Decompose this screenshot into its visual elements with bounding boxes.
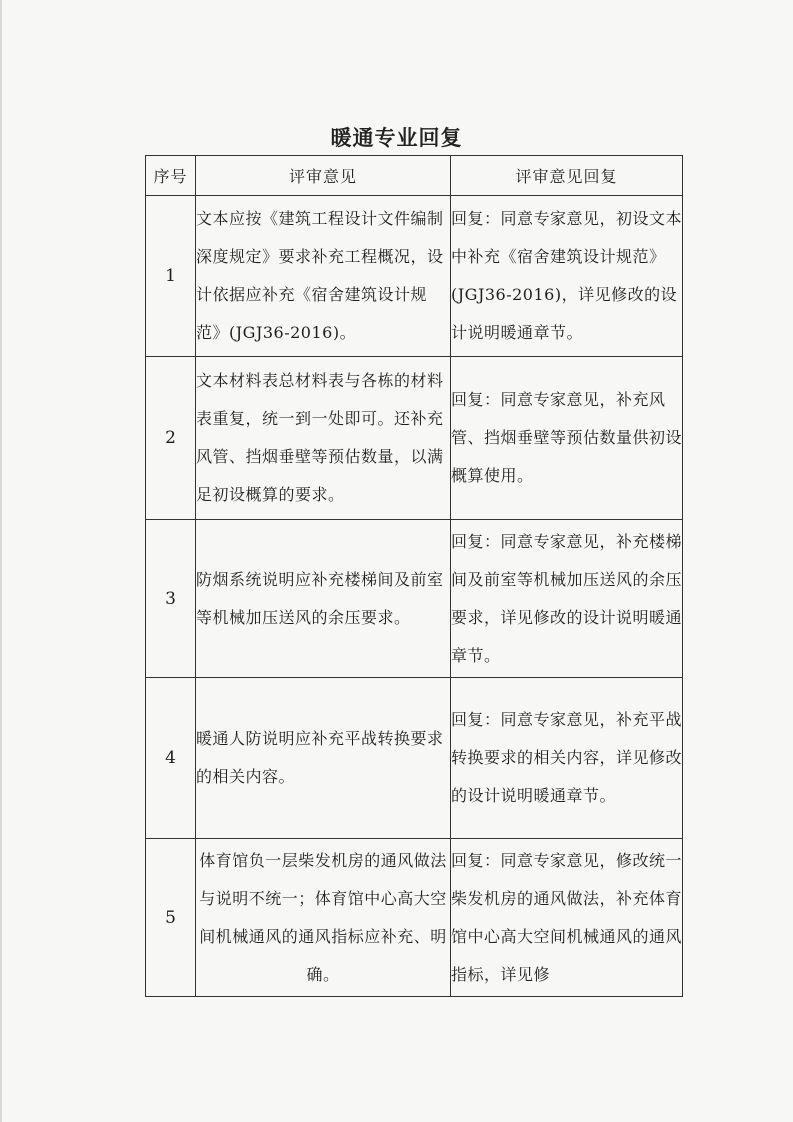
table-header-row (146, 156, 683, 196)
review-reply (451, 839, 683, 997)
page-title: 暖通专业回复 (330, 125, 463, 150)
review-reply (451, 196, 683, 357)
review-opinion (196, 520, 451, 678)
opinion-text: 文本应按《建筑工程设计文件编制深度规定》要求补充工程概况，设计依据应补充《宿舍建筑设计规范》(JGJ36-2016)。 (196, 209, 444, 342)
review-opinion (196, 357, 451, 520)
opinion-text: 暖通人防说明应补充平战转换要求的相关内容。 (196, 729, 444, 786)
header-opinion: 评审意见 (196, 156, 451, 196)
reply-text: 回复：同意专家意见，补充风管、挡烟垂壁等预估数量供初设概算使用。 (451, 390, 683, 485)
review-opinion (196, 839, 451, 997)
reply-text: 回复：同意专家意见，修改统一柴发机房的通风做法，补充体育馆中心高大空间机械通风的通风指标，详见修 (451, 850, 683, 984)
review-reply (451, 520, 683, 678)
table-row (146, 678, 683, 839)
reply-text: 回复：同意专家意见，补充平战转换要求的相关内容，详见修改的设计说明暖通章节。 (451, 710, 683, 805)
opinion-text: 文本材料表总材料表与各栋的材料表重复，统一到一处即可。还补充风管、挡烟垂壁等预估数量，以满足初设概算的要求。 (196, 371, 444, 504)
row-number: 2 (146, 357, 196, 520)
review-reply (451, 678, 683, 839)
reply-text: 回复：同意专家意见，补充楼梯间及前室等机械加压送风的余压要求，详见修改的设计说明暖通章节。 (451, 531, 683, 665)
table-row (146, 520, 683, 678)
row-number: 1 (146, 196, 196, 357)
header-number: 序号 (146, 156, 196, 196)
table-row (146, 196, 683, 357)
review-reply (451, 357, 683, 520)
opinion-text: 体育馆负一层柴发机房的通风做法与说明不统一；体育馆中心高大空间机械通风的通风指标应补充、明确。 (199, 850, 447, 984)
reply-text: 回复：同意专家意见，初设文本中补充《宿舍建筑设计规范》(JGJ36-2016)，详见修改的设计说明暖通章节。 (451, 209, 683, 342)
page-edge (0, 0, 2, 1122)
review-opinion (196, 678, 451, 839)
review-table (145, 155, 683, 997)
row-number: 3 (146, 520, 196, 678)
header-reply: 评审意见回复 (451, 156, 683, 196)
opinion-text: 防烟系统说明应补充楼梯间及前室等机械加压送风的余压要求。 (196, 569, 444, 627)
table-row (146, 839, 683, 997)
row-number: 5 (146, 839, 196, 997)
table-row (146, 357, 683, 520)
review-opinion (196, 196, 451, 357)
row-number: 4 (146, 678, 196, 839)
